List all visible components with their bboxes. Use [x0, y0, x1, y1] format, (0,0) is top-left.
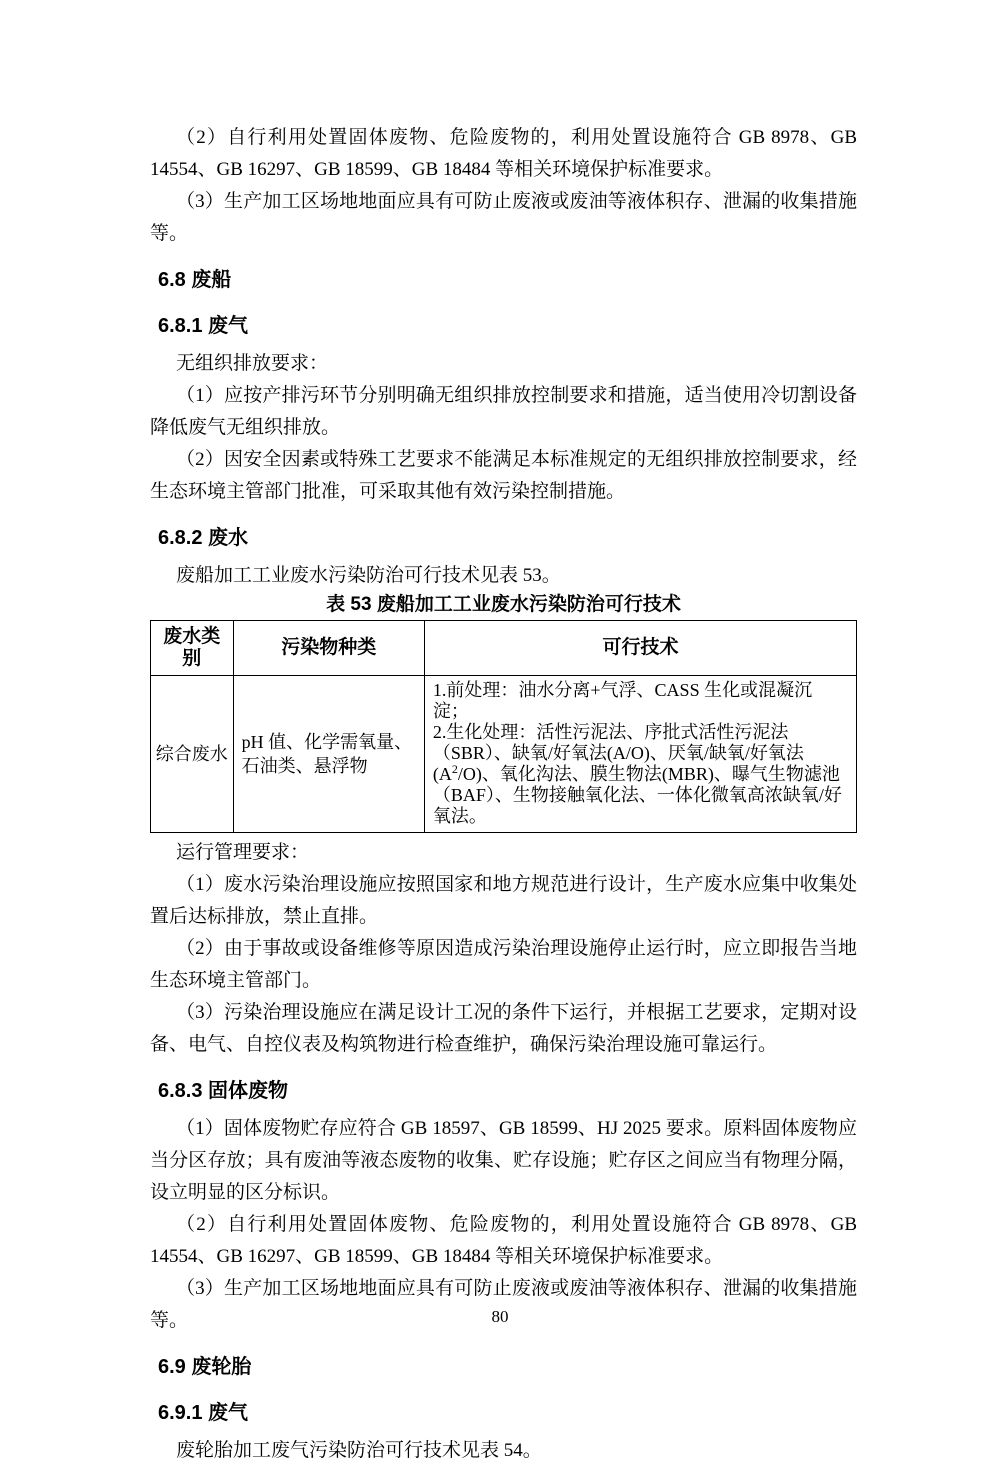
- section-heading-6-9: 6.9 废轮胎: [158, 1356, 252, 1378]
- section-heading-6-9-1: 6.9.1 废气: [158, 1402, 249, 1424]
- paragraph-fugitive-emission-item1: （1）应按产排污环节分别明确无组织排放控制要求和措施，适当使用冷切割设备降低废气无组织排放。: [150, 385, 857, 438]
- column-header-wastewater-category: 废水类别: [151, 621, 234, 676]
- paragraph-solid-waste-item3: （3）生产加工区场地地面应具有可防止废液或废油等液体积存、泄漏的收集措施等。: [150, 1278, 857, 1331]
- paragraph-wastewater-intro: 废船加工工业废水污染防治可行技术见表 53。: [176, 565, 561, 586]
- paragraph-fugitive-emission-lead: 无组织排放要求：: [176, 353, 329, 374]
- paragraph-solid-waste-item2: （2）自行利用处置固体废物、危险废物的，利用处置设施符合 GB 8978、GB 14554、GB 16297、GB 18599、GB 18484 等相关环境保护标准要求。: [150, 1214, 857, 1267]
- paragraph-solid-waste-item1: （1）固体废物贮存应符合 GB 18597、GB 18599、HJ 2025 要求。原料固体废物应当分区存放；具有废油等液态废物的收集、贮存设施；贮存区之间应当有物理分隔，设立明显的区分标识。: [150, 1118, 857, 1203]
- paragraph-tire-waste-gas-intro: 废轮胎加工废气污染防治可行技术见表 54。: [176, 1440, 542, 1461]
- table-53-wastewater-techniques: [150, 620, 857, 833]
- paragraph-operation-mgmt-item1: （1）废水污染治理设施应按照国家和地方规范进行设计，生产废水应集中收集处置后达标排放，禁止直排。: [150, 874, 857, 927]
- cell-pollutant-type: pH 值、化学需氧量、石油类、悬浮物: [233, 676, 424, 833]
- cell-wastewater-category: 综合废水: [151, 676, 234, 833]
- page-number: 80: [491, 1307, 509, 1326]
- column-header-pollutant-type: 污染物种类: [233, 621, 424, 676]
- superscript-2: 2: [451, 762, 458, 776]
- paragraph-intro-item3: （3）生产加工区场地地面应具有可防止废液或废油等液体积存、泄漏的收集措施等。: [150, 191, 857, 244]
- paragraph-operation-mgmt-item3: （3）污染治理设施应在满足设计工况的条件下运行，并根据工艺要求，定期对设备、电气、自控仪表及构筑物进行检查维护，确保污染治理设施可靠运行。: [150, 1002, 857, 1055]
- column-header-feasible-technology: 可行技术: [424, 621, 856, 676]
- table-body: [151, 676, 857, 833]
- table-header: [151, 621, 857, 676]
- table-row: [151, 676, 857, 833]
- table-caption: 表 53 废船加工工业废水污染防治可行技术: [326, 594, 681, 615]
- paragraph-operation-mgmt-lead: 运行管理要求：: [176, 842, 310, 863]
- paragraph-intro-item2: （2）自行利用处置固体废物、危险废物的，利用处置设施符合 GB 8978、GB 14554、GB 16297、GB 18599、GB 18484 等相关环境保护标准要求。: [150, 127, 857, 180]
- technology-line-biochemical: 2.生化处理：活性污泥法、序批式活性污泥法（SBR）、缺氧/好氧法(A/O)、厌氧/缺氧/好氧法$(A^2/O)$、氧化沟法、膜生物法(MBR)、曝气生物滤池（BAF）、生物接触氧化法、一体化微氧高浓缺氧/好氧法。: [432, 722, 842, 826]
- page-content: [150, 122, 857, 1467]
- section-heading-6-8-1: 6.8.1 废气: [158, 315, 249, 337]
- section-heading-6-8-2: 6.8.2 废水: [158, 527, 249, 549]
- paragraph-fugitive-emission-item2: （2）因安全因素或特殊工艺要求不能满足本标准规定的无组织排放控制要求，经生态环境主管部门批准，可采取其他有效污染控制措施。: [150, 449, 857, 502]
- table-header-row: [151, 621, 857, 676]
- paragraph-operation-mgmt-item2: （2）由于事故或设备维修等原因造成污染治理设施停止运行时，应立即报告当地生态环境主管部门。: [150, 938, 857, 991]
- section-heading-6-8-3: 6.8.3 固体废物: [158, 1080, 289, 1102]
- section-heading-6-8: 6.8 废船: [158, 269, 232, 291]
- cell-feasible-technology: [424, 676, 856, 833]
- technology-line-pretreatment: 1.前处理：油水分离+气浮、CASS 生化或混凝沉淀；: [432, 680, 813, 721]
